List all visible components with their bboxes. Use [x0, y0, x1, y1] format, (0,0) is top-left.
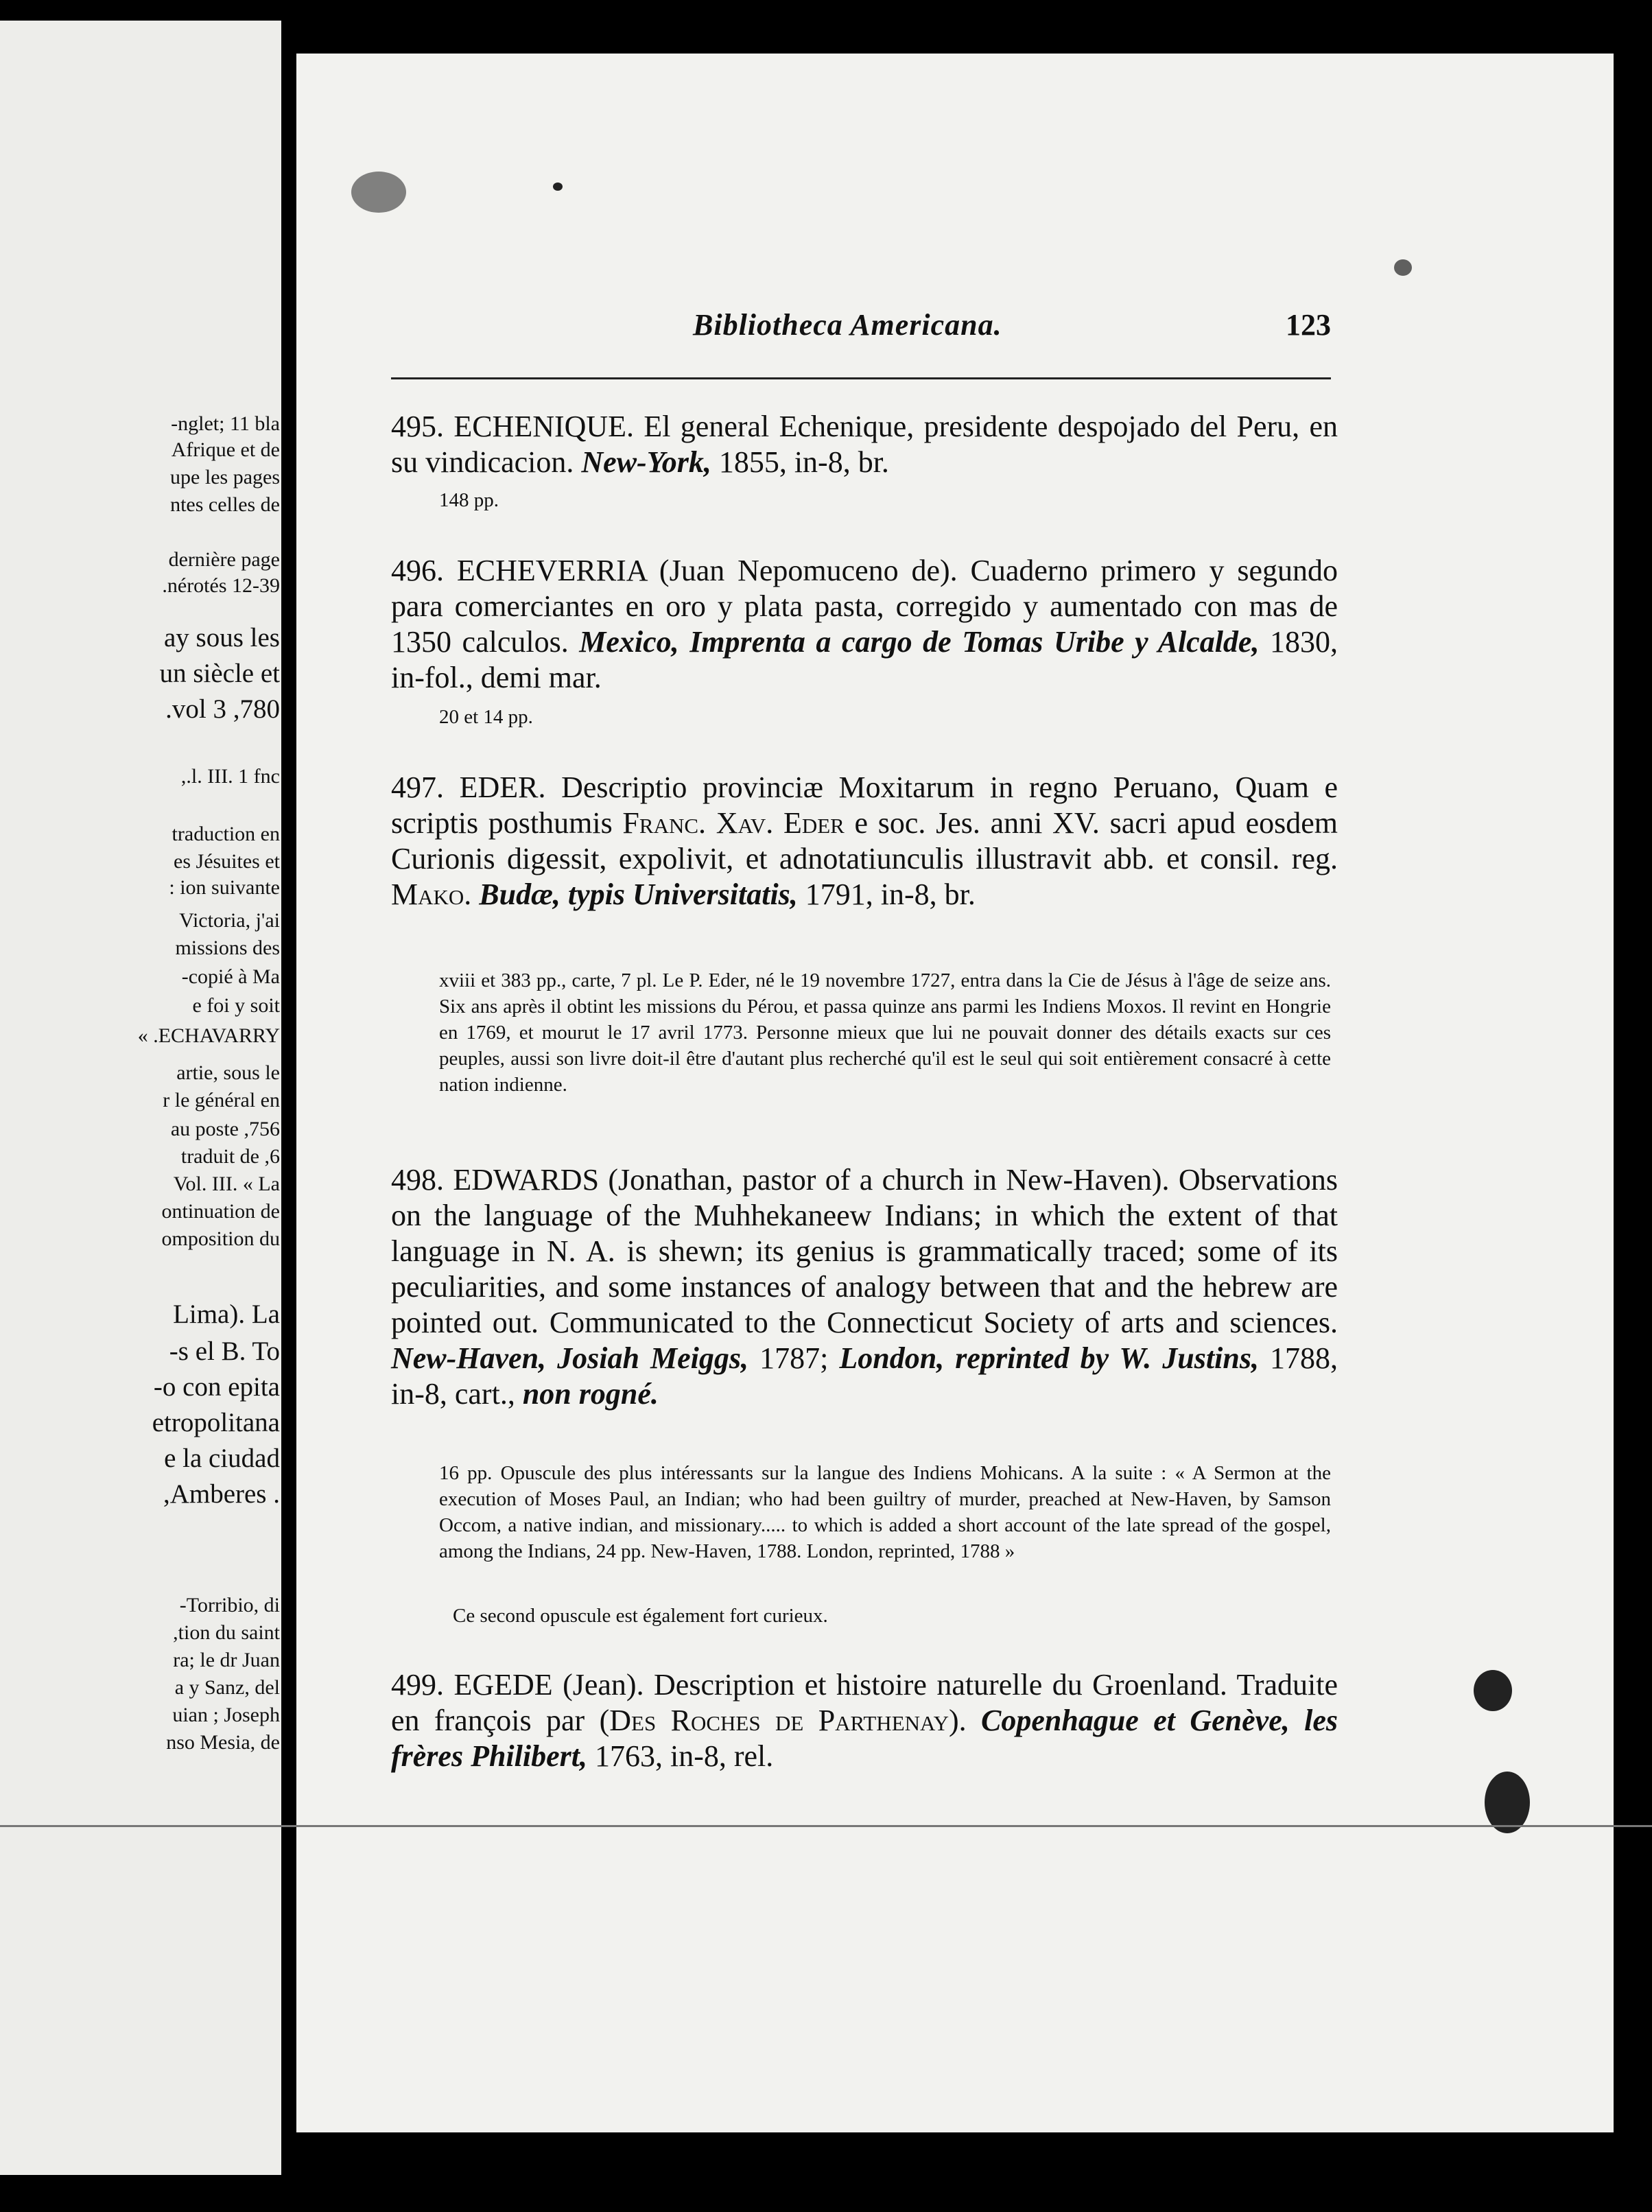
left-page-line: dernière page	[168, 548, 280, 571]
left-page-line: s el B. To-	[169, 1337, 280, 1366]
left-page-line: un siècle et	[159, 659, 280, 688]
left-page-line: e foi y soit	[192, 994, 280, 1017]
entry-text: Descriptio provinciæ Moxitarum in regno Peruano, Quam e scriptis posthumis	[391, 770, 1338, 840]
left-page-line: copié à Ma-	[181, 965, 280, 988]
ink-spot	[1474, 1670, 1512, 1711]
entry-tail: non rogné.	[522, 1377, 659, 1411]
entry-note: 16 pp. Opuscule des plus intéressants sur la langue des Indiens Mohicans. A la suite : « A Sermon at the execution of Moses Paul, an Indian; who had been guiltry of murder, preached at New-Haven, by Samson Occom, a native indian, and missionary..... to which is added a short account of the late spread of the gospel, among the Indians, 24 pp. New-Haven, 1788. London, reprinted, 1788 »	[439, 1462, 1331, 1562]
entry-text: (Jean). Description et histoire naturelle du Groenland. Traduite en françois par (	[391, 1668, 1338, 1737]
entry-note-2: Ce second opuscule est également fort curieux.	[453, 1605, 828, 1627]
entry-note: xviii et 383 pp., carte, 7 pl. Le P. Eder, né le 19 novembre 1727, entra dans la Cie de Jésus à l'âge de seize ans. Six ans après il obtint les missions du Pérou, et passa quinze ans parmi les Indiens Moxos. Il revint en Hongrie en 1769, et mourut le 17 avril 1773. Personne mieux que lui ne pouvait donner des détails exacts sur ces peuples, aussi son livre doit-il être d'autant plus recherché qu'il est le seul qui soit entièrement consacré à cette nation indienne.	[439, 969, 1331, 1096]
left-page-line: o con epita-	[153, 1372, 280, 1402]
entry-rest: 1791, in-8, br.	[805, 878, 976, 911]
left-page-line: ion suivante :	[169, 876, 280, 899]
running-title: Bibliotheca Americana.	[693, 308, 1002, 342]
left-page-line: ntes celles de	[170, 493, 280, 516]
left-page-line: nglet; 11 bla-	[171, 412, 280, 435]
ink-spot	[1485, 1772, 1530, 1833]
entry-head: EGEDE	[453, 1668, 553, 1702]
bottom-edge	[0, 1825, 1652, 1841]
entry-editor: Mako.	[391, 878, 472, 911]
left-page-line: 780, 3 vol.	[165, 694, 280, 724]
entry-imprint: Mexico, Imprenta a cargo de Tomas Uribe y Alcalde,	[579, 625, 1260, 659]
entry-text: (Juan Nepomuceno de). Cuaderno primero y segundo para comerciantes en oro y plata pasta, corregido y aumentado con mas de 1350 calculos.	[391, 554, 1338, 659]
left-page-line: es Jésuites et	[174, 850, 280, 873]
entry-text-2: e soc. Jes. anni XV. sacri apud eosdem Curionis digessit, expolivit, et adnotatiunculis illustravit abb. et consil. reg.	[391, 806, 1338, 875]
left-page-line: Lima). La	[173, 1299, 280, 1329]
left-page-line: missions des	[175, 937, 280, 959]
entry-497	[391, 770, 1338, 913]
left-page-line: . Amberes,	[163, 1479, 280, 1509]
entry-imprint: New-York,	[581, 445, 711, 479]
left-page-line: uian ; Joseph	[172, 1704, 280, 1726]
entry-number: 496.	[391, 554, 444, 587]
left-page-line: traduction en	[172, 823, 280, 845]
left-page-line: ontinuation de	[161, 1200, 280, 1223]
left-page-line: Victoria, j'ai	[179, 909, 280, 932]
ink-spot	[553, 183, 563, 191]
entry-499	[391, 1667, 1338, 1774]
running-header	[398, 302, 1331, 350]
entry-number: 499.	[391, 1668, 444, 1702]
entry-rest: 1763, in-8, rel.	[594, 1739, 774, 1773]
entry-number: 495.	[391, 410, 444, 443]
ink-spot	[1394, 259, 1412, 276]
entry-imprint-2: London, reprinted by W. Justins,	[839, 1341, 1259, 1375]
entry-text: (Jonathan, pastor of a church in New-Haven). Observations on the language of the Muhhekaneew Indians; in which the extent of that language in N. A. is shewn; its genius is grammatically traced; some of its peculiarities, and some instances of analogy between that and the hebrew are pointed out. Communicated to the Connecticut Society of arts and sciences.	[391, 1163, 1338, 1339]
entry-number: 498.	[391, 1163, 444, 1197]
left-page-line: nso Mesia, de	[166, 1731, 280, 1754]
left-page-line: tion du saint,	[173, 1621, 280, 1644]
entry-498	[391, 1162, 1338, 1412]
left-page-line: 756, au poste	[170, 1118, 280, 1140]
entry-head: EDER.	[459, 770, 546, 804]
entry-mid: 1787;	[759, 1341, 829, 1375]
entry-text-2: ).	[948, 1704, 967, 1737]
entry-imprint: Copenhague et Genève, les frères Philibert,	[391, 1704, 1338, 1773]
entry-495	[391, 409, 1338, 480]
left-page-line: upe les pages	[170, 466, 280, 489]
header-rule	[391, 377, 1331, 379]
entry-imprint: New-Haven, Josiah Meiggs,	[391, 1341, 749, 1375]
entry-imprint: Budæ, typis Universitatis,	[479, 878, 798, 911]
left-page-line: Torribio, di-	[179, 1594, 280, 1616]
entry-text: El general Echenique, presidente despojado del Peru, en su vindicacion.	[391, 410, 1338, 479]
ink-smudge	[351, 172, 406, 213]
left-page-line: omposition du	[161, 1227, 280, 1250]
left-page-line: ay sous les	[164, 623, 280, 652]
entry-rest: 1788, in-8, cart.,	[391, 1341, 1338, 1411]
entry-head: ECHENIQUE.	[453, 410, 635, 443]
entry-head: EDWARDS	[453, 1163, 600, 1197]
left-page-line: e la ciudad	[164, 1444, 280, 1473]
entry-rest: 1855, in-8, br.	[718, 445, 889, 479]
entry-author: Franc. Xav. Eder	[622, 806, 845, 840]
entry-rest: 1830, in-fol., demi mar.	[391, 625, 1338, 694]
left-page-line: l. III. 1 fnc.,	[180, 765, 280, 788]
left-page-line: ECHAVARRY. »	[137, 1024, 280, 1047]
entry-note: 148 pp.	[439, 489, 499, 511]
left-page-line: nérotés 12-39.	[162, 574, 280, 597]
entry-translator: Des Roches de Parthenay	[609, 1704, 949, 1737]
left-page-line: r le général en	[163, 1089, 280, 1111]
left-page-line: etropolitana	[152, 1408, 280, 1437]
entry-number: 497.	[391, 770, 444, 804]
entry-note: 20 et 14 pp.	[439, 706, 533, 728]
left-page-line: Afrique et de	[171, 438, 280, 461]
left-page-line: artie, sous le	[176, 1061, 280, 1084]
entry-head: ECHEVERRIA	[456, 554, 647, 587]
left-page-line: a y Sanz, del	[174, 1676, 280, 1699]
entry-496	[391, 553, 1338, 696]
page-number: 123	[1286, 308, 1331, 342]
left-page-line: Vol. III. « La	[173, 1173, 280, 1195]
left-page-line: ra; le dr Juan	[173, 1649, 280, 1671]
left-page	[0, 21, 281, 2175]
left-page-line: 6, traduit de	[180, 1145, 280, 1168]
